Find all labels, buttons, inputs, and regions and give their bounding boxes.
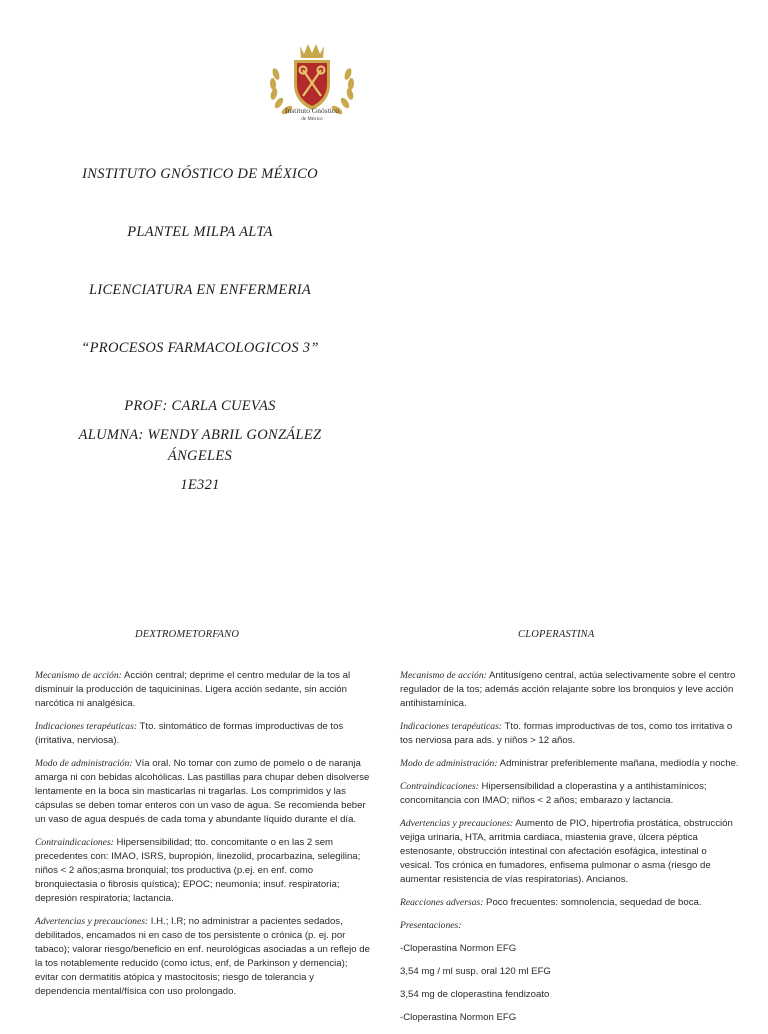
- presentation-item: 3,54 mg de cloperastina fendizoato: [400, 989, 550, 1000]
- degree-name: LICENCIATURA EN ENFERMERIA: [88, 282, 312, 298]
- group-code: 1E321: [180, 477, 220, 493]
- logo-name: Instituto Gnóstico: [285, 106, 339, 115]
- campus-name: PLANTEL MILPA ALTA: [127, 224, 273, 240]
- student-name-cont: ÁNGELES: [167, 448, 233, 464]
- left-column-title: DEXTROMETORFANO: [135, 629, 240, 640]
- presentation-item: -Cloperastina Normon EFG: [400, 1012, 517, 1023]
- left-mechanism: Mecanismo de acción: Acción central; deprime el centro medular de la tos al disminuir la producción de taquicininas. Ligera acción sedante, sin acción narcótica ni analgésica.: [35, 670, 351, 709]
- right-warnings: Advertencias y precauciones: Aumento de PIO, hipertrofia prostática, obstrucción vejiga urinaria, HTA, arritmia cardiaca, miastenia grave, úlcera péptica estenosante, obstrucción intestinal con afectación esofágica, intestinal o vesical. Tos crónica en fumadores, enfisema pulmonar o asma (riesgo de aumentar resistencia de vías respiratorias). Ancianos.: [400, 818, 733, 885]
- left-administration: Modo de administración: Vía oral. No tomar con zumo de pomelo o de naranja amarga ni con bebidas alcohólicas. Las pastillas para chupar deben disolverse lentamente en la boca sin masticarlas ni tragarlas. Los comprimidos y las cápsulas se deben tomar enteros con un vaso de agua. Se recomienda beber un vaso de agua después de cada toma y abundante líquido durante el día.: [35, 758, 370, 825]
- right-column: [400, 669, 740, 1034]
- course-name: “PROCESOS FARMACOLOGICOS 3”: [81, 340, 319, 356]
- professor-name: PROF: CARLA CUEVAS: [124, 398, 276, 414]
- institute-title: INSTITUTO GNÓSTICO DE MÉXICO: [82, 166, 318, 182]
- right-adverse-reactions: Reacciones adversas: Poco frecuentes: somnolencia, sequedad de boca.: [400, 897, 702, 908]
- left-indications: Indicaciones terapéuticas: Tto. sintomático de formas improductivas de tos (irritativa, nerviosa).: [35, 721, 344, 746]
- right-mechanism: Mecanismo de acción: Antitusígeno central, actúa selectivamente sobre el centro regulador de la tos; además acción relajante sobre los bronquios y leve acción antihistamínica.: [400, 670, 736, 709]
- logo-subtitle: de México: [301, 117, 323, 122]
- student-name: ALUMNA: WENDY ABRIL GONZÁLEZ: [78, 427, 322, 443]
- right-administration: Modo de administración: Administrar preferiblemente mañana, mediodía y noche.: [400, 758, 739, 769]
- right-contraindications: Contraindicaciones: Hipersensibilidad a cloperastina y a antihistamínicos; concomitancia con IMAO; niños < 2 años; embarazo y lactancia.: [400, 781, 707, 806]
- left-column: [35, 669, 370, 1008]
- left-contraindications: Contraindicaciones: Hipersensibilidad; tto. concomitante o en las 2 sem precedentes con: IMAO, ISRS, bupropión, linezolid, procarbazina, selegilina; niños < 2 años;asma bronquial; tos productiva (p.ej. en enf. como bronquiectasia o fibrosis quística); EPOC; neumonía; insuf. respiratoria; depresión respiratoria; lactancia.: [35, 837, 361, 904]
- presentations-label: Presentaciones:: [400, 920, 462, 931]
- left-warnings: Advertencias y precauciones: I.H.; I.R; no administrar a pacientes sedados, debilitados, encamados ni en caso de tos persistente o crónica (p. ej. por tabaco); valorar riesgo/beneficio en enf. neurológicas asociadas a un reflejo de la tos notablemente reducido (como ictus, enf, de Parkinson y demencia); evitar con dermatitis atópica y mastocitosis; riesgo de tolerancia y dependencia mental/física con uso prolongado.: [35, 916, 370, 997]
- presentation-item: 3,54 mg / ml susp. oral 120 ml EFG: [400, 966, 551, 977]
- right-indications: Indicaciones terapéuticas: Tto. formas improductivas de tos, como tos irritativa o tos nerviosa para ads. y niños > 12 años.: [400, 721, 733, 746]
- presentation-item: -Cloperastina Normon EFG: [400, 943, 517, 954]
- right-column-title: CLOPERASTINA: [518, 629, 595, 640]
